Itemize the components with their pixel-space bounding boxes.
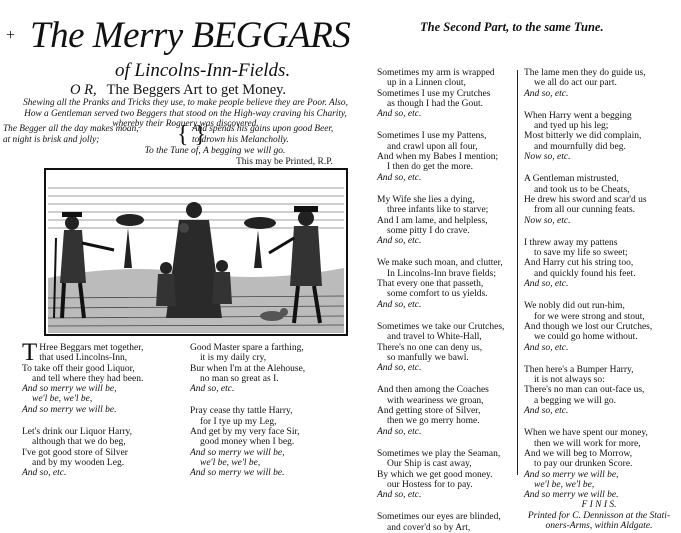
ballad-alt-title xyxy=(70,82,286,99)
verse-line: And I am lame, and helpless, xyxy=(377,215,488,226)
stanza-gap xyxy=(377,437,519,449)
stanza-gap xyxy=(377,373,519,385)
verse-line: When we have spent our money, xyxy=(524,428,648,439)
description-line: Shewing all the Pranks and Tricks they use, to make people believe they are Poor. Also, xyxy=(23,98,348,108)
verse-line: My Wife she lies a dying, xyxy=(377,194,475,205)
verse-line: to save my life so sweet; xyxy=(534,248,628,259)
verse-line: And get by my very face Sir, xyxy=(190,427,300,438)
verse-right xyxy=(192,124,372,145)
verse-line: and took us to be Cheats, xyxy=(534,184,630,195)
or-label: O R, xyxy=(70,82,97,98)
verse-line: Now so, etc. xyxy=(524,152,571,163)
stanza-gap xyxy=(377,500,519,512)
verse-line: And Harry cut his string too, xyxy=(524,258,634,269)
verse-line: The lame men they do guide us, xyxy=(524,68,646,78)
verse-line: Good Master spare a farthing, xyxy=(190,343,304,353)
verse-line: Then here's a Bumper Harry, xyxy=(524,364,634,375)
tune-line: To the Tune of, A begging we will go. xyxy=(144,146,286,156)
stanza-gap xyxy=(524,416,674,428)
verse-left xyxy=(3,124,173,145)
verse-line: Sometimes I use my Crutches xyxy=(377,88,491,99)
verse-line: and tyed up his leg; xyxy=(534,121,609,132)
finis-mark: F I N I S. xyxy=(581,500,617,511)
stanza-gap xyxy=(524,289,674,301)
verse-line: And then among the Coaches xyxy=(377,385,489,396)
verse-line: And so merry we will be. xyxy=(524,490,619,501)
second-part-heading: The Second Part, to the same Tune. xyxy=(420,20,604,34)
verse-line: at night is brisk and jolly; xyxy=(3,134,100,145)
verse-line: Sometimes my arm is wrapped xyxy=(377,68,495,78)
verse-line: There's no man can out-face us, xyxy=(524,385,645,396)
description-line: How a Gentleman served two Beggers that stood on the High-way craving his Charity, xyxy=(24,108,347,119)
verse-line: And so, etc. xyxy=(377,363,422,374)
verse-line: And so, etc. xyxy=(190,384,235,395)
verse-line: then we will work for more, xyxy=(534,438,641,449)
verse-line: And so, etc. xyxy=(377,490,422,501)
alt-title-text: The Beggers Art to get Money. xyxy=(106,82,287,98)
ballad-subtitle: of Lincolns-Inn-Fields. xyxy=(115,60,291,81)
verse-line: we'l be, we'l be, xyxy=(534,479,595,490)
verse-column-3 xyxy=(377,68,519,533)
verse-line: and mournfully did beg. xyxy=(534,141,626,152)
verse-line: and quickly found his feet. xyxy=(534,268,636,279)
verse-line: And so, etc. xyxy=(524,279,569,290)
verse-line: And so, etc. xyxy=(377,426,422,437)
verse-line: we could go home without. xyxy=(534,332,638,343)
stanza-gap xyxy=(524,226,674,238)
verse-text: Hree Beggars met together, xyxy=(39,343,144,353)
verse-column-2 xyxy=(190,343,365,479)
verse-line: Bur when I'm at the Alehouse, xyxy=(190,363,306,374)
verse-line: And getting store of Silver, xyxy=(377,406,481,417)
verse-line: And so merry we will be, xyxy=(22,384,117,395)
brace-glyph: { } xyxy=(177,122,207,148)
verse-line: to pay our drunken Score. xyxy=(534,459,633,470)
verse-line: it is not always so: xyxy=(534,375,605,386)
verse-line: a begging we will go. xyxy=(534,395,617,406)
verse-line: for we were strong and stout, xyxy=(534,311,645,322)
verse-line: And so merry we will be. xyxy=(190,468,285,479)
stanza-gap xyxy=(524,99,674,111)
verse-line: we'l be, we'l be, xyxy=(32,394,93,405)
verse-line: When Harry went a begging xyxy=(524,110,632,121)
stanza-gap xyxy=(190,394,365,406)
verse-line: and tell where they had been. xyxy=(32,373,144,384)
verse-line: And so merry we will be. xyxy=(22,404,117,415)
verse-line: our Hostess for to pay. xyxy=(387,479,473,490)
verse-line: Let's drink our Liquor Harry, xyxy=(22,427,133,438)
verse-line: Now so, etc. xyxy=(524,215,571,226)
verse-line: Our Ship is cast away, xyxy=(387,459,472,470)
verse-line: I've got good store of Silver xyxy=(22,447,128,458)
verse-line: And so merry we will be, xyxy=(524,469,619,480)
verse-line: And so, etc. xyxy=(524,88,569,99)
imprint-line: Printed for C. Dennisson at the Stati- xyxy=(527,510,671,521)
verse-line: Sometimes we play the Seaman, xyxy=(377,448,501,459)
verse-line: That every one that passeth, xyxy=(377,279,484,290)
verse-line: and cover'd so by Art, xyxy=(387,522,471,533)
stanza-gap xyxy=(524,162,674,174)
stanza-gap xyxy=(377,183,519,195)
verse-line: Sometimes our eyes are blinded, xyxy=(377,512,501,523)
verse-line: from all our cunning feats. xyxy=(534,205,636,216)
stanza-gap xyxy=(377,246,519,258)
cross-mark: + xyxy=(6,27,16,44)
verse-line: Most bitterly we did complain, xyxy=(524,131,642,142)
verse-line: and travel to White-Hall, xyxy=(387,332,482,343)
verse-line: with weariness we groan, xyxy=(387,395,484,406)
verse-line: Sometimes we take our Crutches, xyxy=(377,321,505,332)
verse-line: And so, etc. xyxy=(377,236,422,247)
verse-line: The Begger all the day makes moan, xyxy=(3,124,139,134)
verse-line: although that we do beg, xyxy=(32,437,126,448)
verse-line: By which we get good money. xyxy=(377,469,493,480)
verse-line: And though we lost our Crutches, xyxy=(524,321,653,332)
verse-line: And spends his gains upon good Beer, xyxy=(192,124,334,134)
verse-line: And so, etc. xyxy=(377,172,422,183)
verse-line: And we will beg to Morrow, xyxy=(524,448,633,459)
verse-line: Pray cease thy tattle Harry, xyxy=(190,406,293,417)
stanza-gap xyxy=(377,310,519,322)
verse-line: it is my daily cry, xyxy=(200,353,267,364)
woodcut-illustration xyxy=(44,168,348,336)
verse-line: There's no one can deny us, xyxy=(377,342,483,353)
stanza-gap xyxy=(377,119,519,131)
verse-line: To take off their good Liquor, xyxy=(22,363,135,374)
imprint-line: oners-Arms, within Aldgate. xyxy=(545,520,653,531)
verse-line: then we go merry home. xyxy=(387,416,480,427)
verse-line: And so, etc. xyxy=(377,109,422,120)
verse-line: that used Lincolns-Inn, xyxy=(39,353,128,364)
verse-line: And so, etc. xyxy=(524,342,569,353)
verse-line: And so, etc. xyxy=(524,406,569,417)
verse-line: up in a Linnen clout, xyxy=(387,78,466,89)
verse-line: some comfort to us yields. xyxy=(387,289,488,300)
stanza-gap xyxy=(524,353,674,365)
verse-column-1 xyxy=(22,339,182,479)
verse-line: And so, etc. xyxy=(22,468,67,479)
verse-line: And so, etc. xyxy=(377,299,422,310)
verse-line: some pitty I do crave. xyxy=(387,225,470,236)
verse-line: and by my wooden Leg. xyxy=(32,457,125,468)
verse-column-4 xyxy=(524,68,674,531)
verse-line: to drown his Melancholly. xyxy=(192,134,289,145)
verse-line: In Lincolns-Inn brave fields; xyxy=(387,268,496,279)
verse-line: good money when I beg. xyxy=(200,437,295,448)
verse-line: He drew his sword and scar'd us xyxy=(524,194,647,205)
ballad-title: The Merry BEGGARS xyxy=(30,15,351,56)
verse-line: We nobly did out run-him, xyxy=(524,301,625,312)
verse-line: I then do get the more. xyxy=(387,162,474,173)
description-line: whereby their Roguery was discovered. xyxy=(112,119,259,129)
verse-line: and crawl upon all four, xyxy=(387,141,478,152)
verse-line: we all do act our part. xyxy=(534,78,617,89)
license-line: This may be Printed, R.P. xyxy=(236,157,333,167)
verse-line: We make such moan, and clutter, xyxy=(377,258,503,269)
drop-cap: T xyxy=(22,339,38,366)
verse-line: A Gentleman mistrusted, xyxy=(524,174,619,185)
verse-line: And when my Babes I mention; xyxy=(377,152,499,163)
stanza-gap xyxy=(22,415,182,427)
verse-line: as though I had the Gout. xyxy=(387,98,484,109)
column-rule xyxy=(517,70,518,475)
verse-line: so manfully we bawl. xyxy=(387,352,469,363)
verse-line: no man so great as I. xyxy=(200,373,279,384)
verse-line: three infants like to starve; xyxy=(387,205,489,216)
verse-line: And so merry we will be, xyxy=(190,447,285,458)
verse-line: Sometimes I use my Pattens, xyxy=(377,131,487,142)
verse-line: we'l be, we'l be, xyxy=(200,457,261,468)
verse-line: for I tye up my Leg, xyxy=(200,416,277,427)
verse-line: I threw away my pattens xyxy=(524,237,618,248)
